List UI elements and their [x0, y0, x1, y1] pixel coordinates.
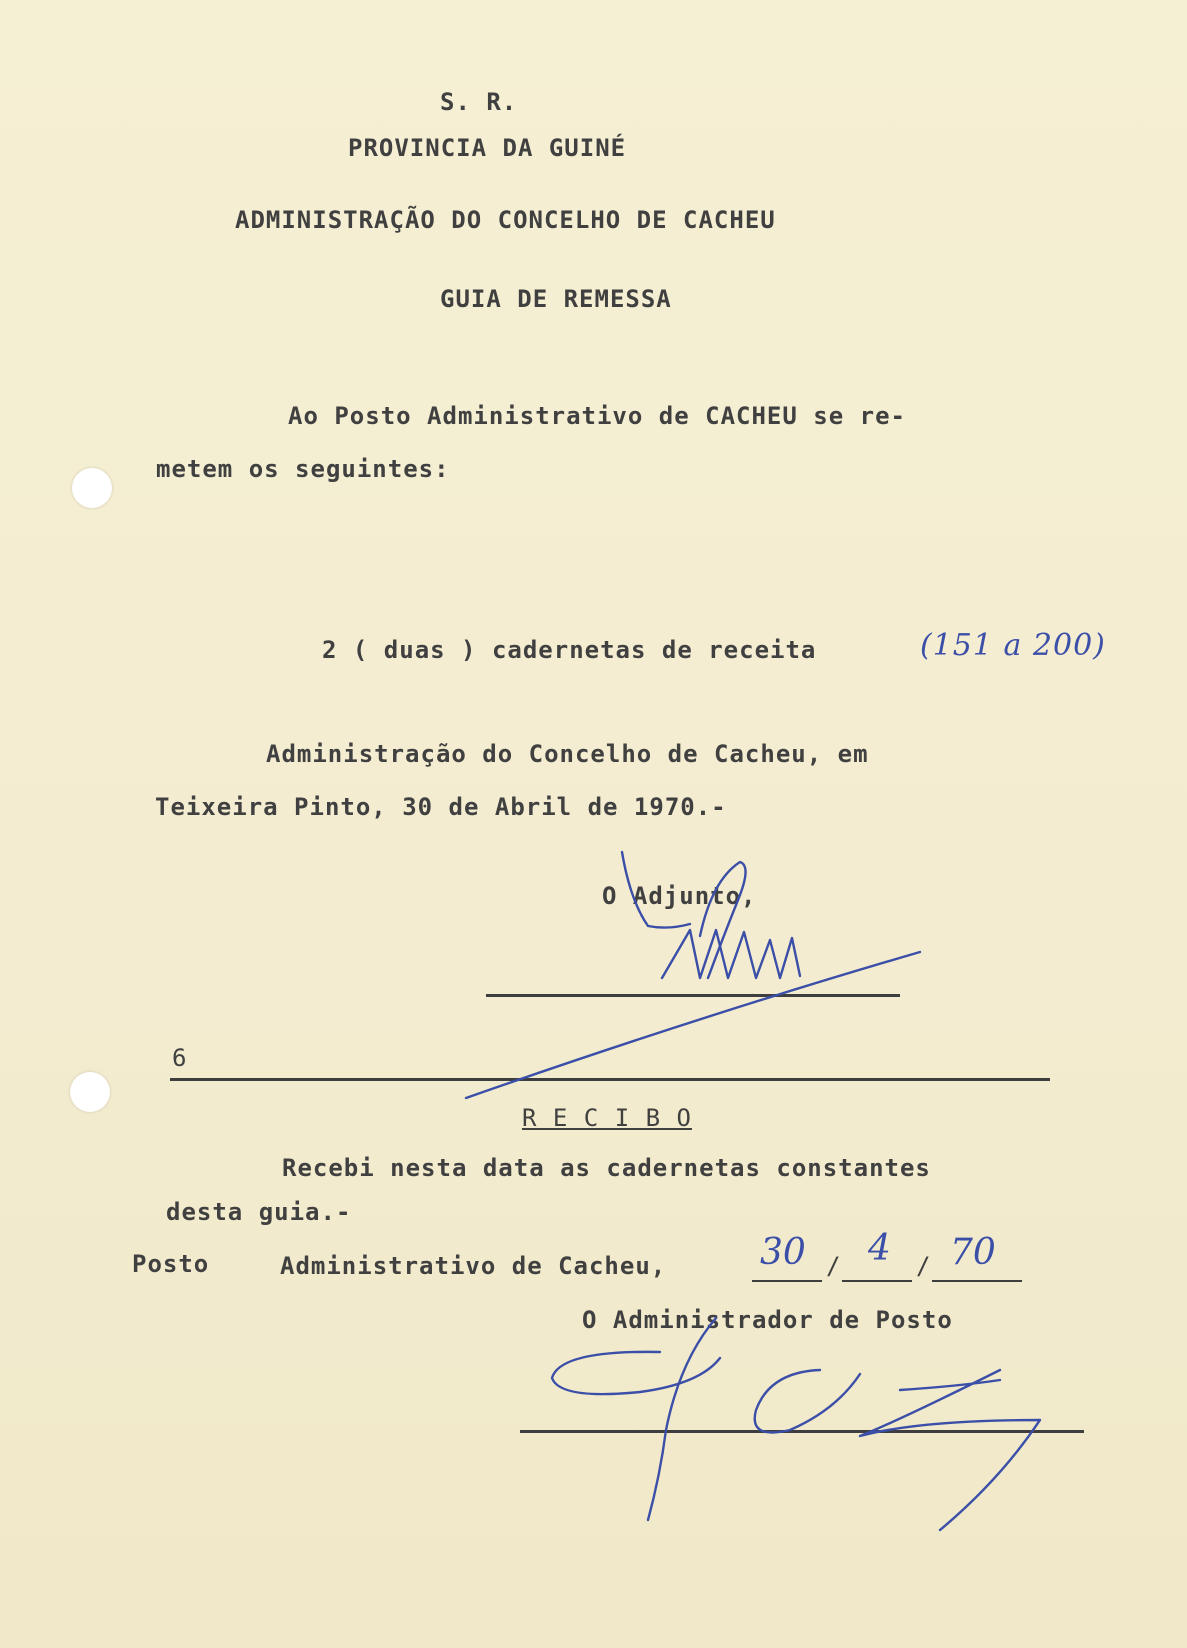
receipt-place-text: Administrativo de Cacheu,: [280, 1252, 667, 1280]
header-province: PROVINCIA DA GUINÉ: [348, 134, 627, 162]
receipt-line-1: Recebi nesta data as cadernetas constantes: [282, 1154, 931, 1182]
administrator-signatory: O Administrador de Posto: [582, 1306, 953, 1334]
header-administration: ADMINISTRAÇÃO DO CONCELHO DE CACHEU: [235, 206, 776, 234]
date-year-handwritten: 70: [950, 1232, 996, 1273]
adjunto-signatory: O Adjunto,: [602, 882, 757, 910]
item-line: 2 ( duas ) cadernetas de receita: [322, 636, 817, 664]
administrator-signature: [552, 1318, 1040, 1530]
date-month-handwritten: 4: [868, 1228, 891, 1269]
receipt-title: R E C I B O: [522, 1104, 692, 1132]
header-document-type: GUIA DE REMESSA: [440, 285, 672, 313]
adjunto-signature: [466, 852, 920, 1098]
page-number: 6: [172, 1044, 188, 1072]
date-separator: /: [826, 1252, 842, 1280]
intro-line-1: Ao Posto Administrativo de CACHEU se re-: [288, 402, 906, 430]
date-day-handwritten: 30: [760, 1232, 806, 1273]
receipt-place-label: Posto: [132, 1250, 210, 1278]
place-line-1: Administração do Concelho de Cacheu, em: [266, 740, 869, 768]
intro-line-2: metem os seguintes:: [156, 455, 450, 483]
header-initials: S. R.: [440, 88, 518, 116]
item-handwritten-range: (151 a 200): [920, 628, 1106, 663]
place-line-2: Teixeira Pinto, 30 de Abril de 1970.-: [155, 793, 727, 821]
date-separator: /: [916, 1252, 932, 1280]
receipt-line-2: desta guia.-: [166, 1198, 352, 1226]
